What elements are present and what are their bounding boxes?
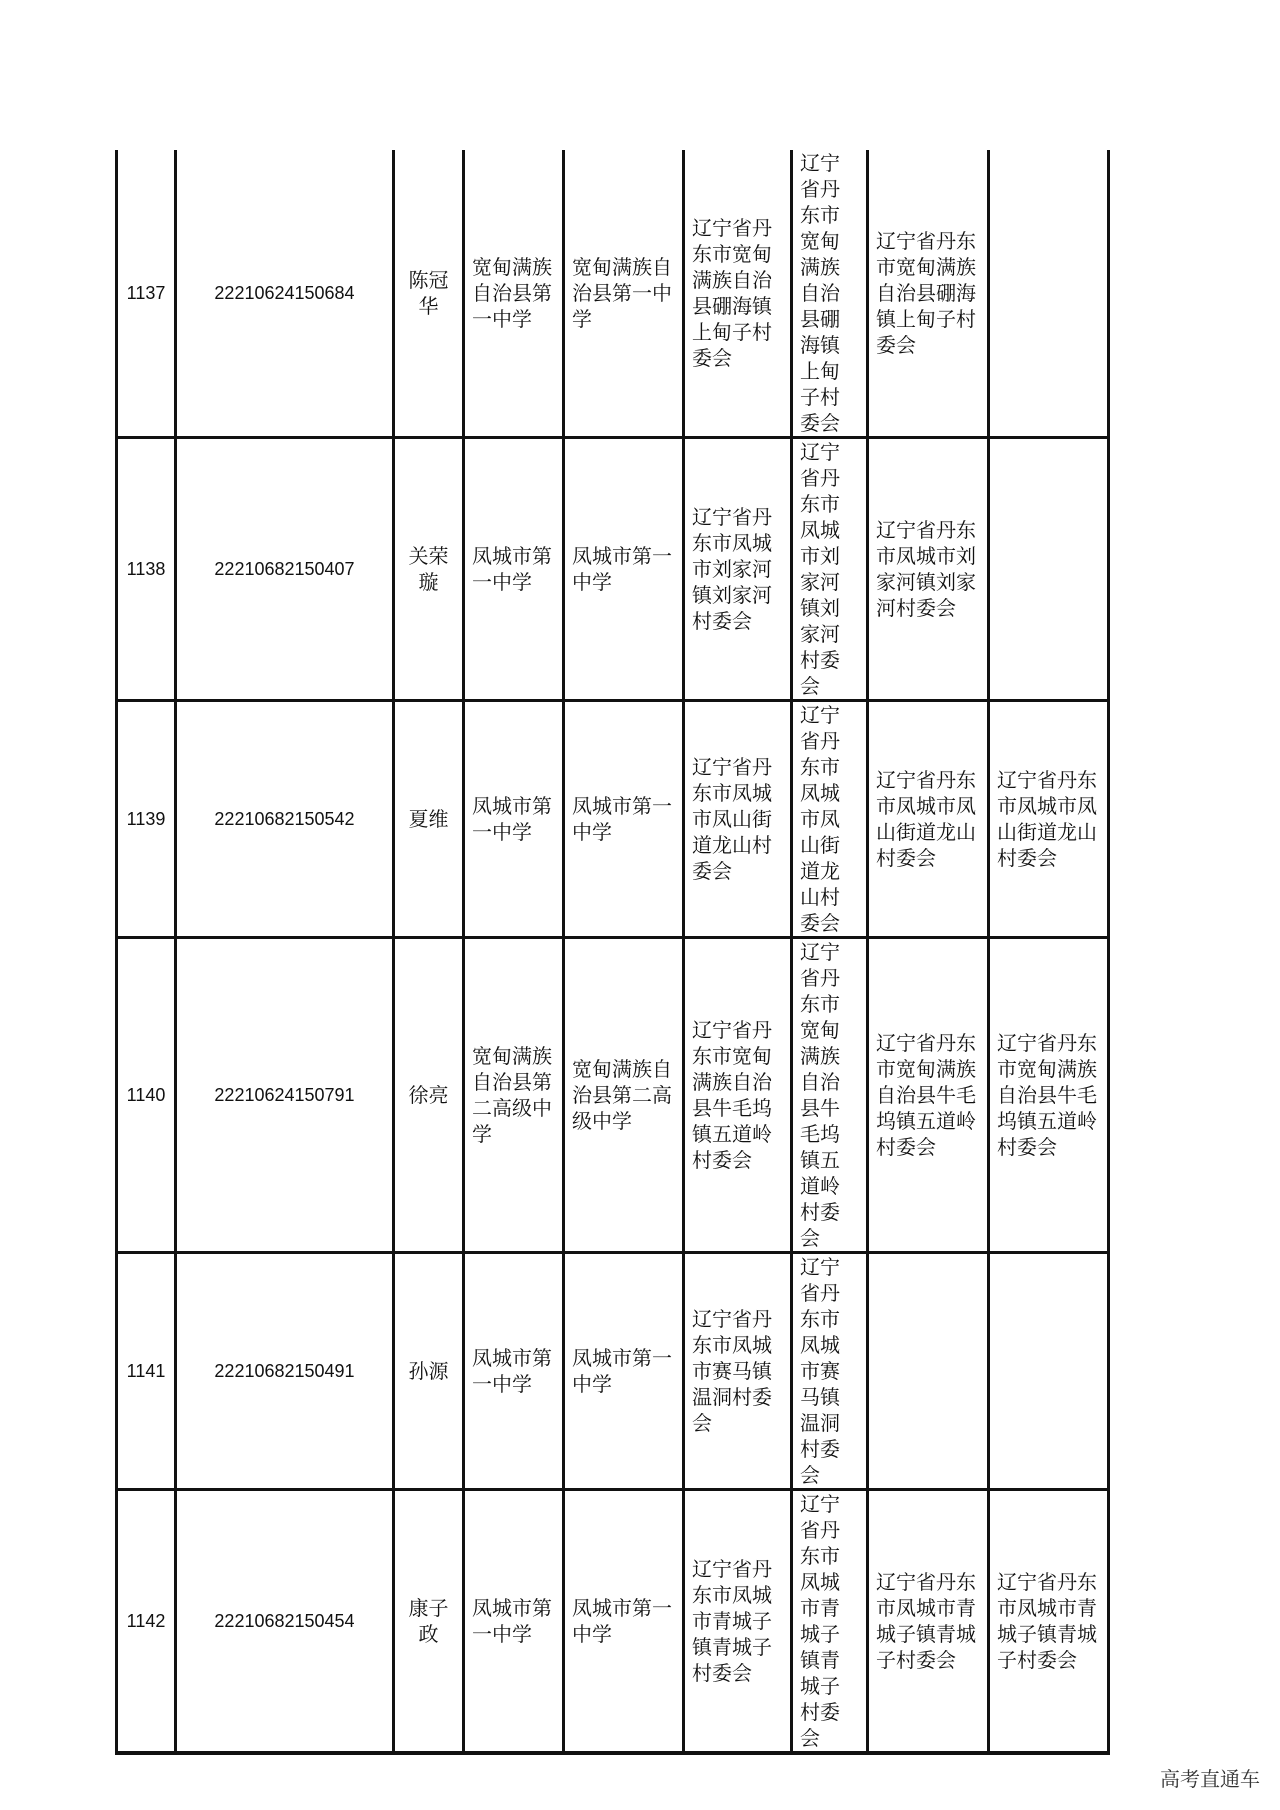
address-2: 辽宁省丹东市凤城市赛马镇温洞村委会 — [792, 1253, 868, 1490]
exam-id: 22210682150491 — [176, 1253, 394, 1490]
table-row — [117, 438, 1109, 701]
school-short-name: 宽甸满族自治县第二高级中学 — [564, 938, 684, 1253]
address-1: 辽宁省丹东市凤城市青城子镇青城子村委会 — [684, 1490, 792, 1754]
row-number: 1139 — [117, 701, 176, 938]
student-name: 陈冠华 — [394, 150, 464, 438]
exam-id: 22210682150454 — [176, 1490, 394, 1754]
address-1: 辽宁省丹东市凤城市赛马镇温洞村委会 — [684, 1253, 792, 1490]
address-4: 辽宁省丹东市凤城市凤山街道龙山村委会 — [989, 701, 1109, 938]
exam-id: 22210624150684 — [176, 150, 394, 438]
school-name: 凤城市第一中学 — [464, 701, 564, 938]
address-2: 辽宁省丹东市宽甸满族自治县牛毛坞镇五道岭村委会 — [792, 938, 868, 1253]
school-name: 凤城市第一中学 — [464, 438, 564, 701]
school-name: 宽甸满族自治县第一中学 — [464, 150, 564, 438]
address-2: 辽宁省丹东市宽甸满族自治县硼海镇上甸子村委会 — [792, 150, 868, 438]
school-short-name: 凤城市第一中学 — [564, 438, 684, 701]
table-row — [117, 701, 1109, 938]
address-4 — [989, 150, 1109, 438]
address-3: 辽宁省丹东市宽甸满族自治县牛毛坞镇五道岭村委会 — [868, 938, 989, 1253]
address-2: 辽宁省丹东市凤城市青城子镇青城子村委会 — [792, 1490, 868, 1754]
table-row — [117, 938, 1109, 1253]
row-number: 1141 — [117, 1253, 176, 1490]
school-short-name: 凤城市第一中学 — [564, 1253, 684, 1490]
address-1: 辽宁省丹东市宽甸满族自治县硼海镇上甸子村委会 — [684, 150, 792, 438]
student-name: 徐亮 — [394, 938, 464, 1253]
row-number: 1138 — [117, 438, 176, 701]
exam-id: 22210682150542 — [176, 701, 394, 938]
admission-table — [115, 150, 1110, 1755]
row-number: 1142 — [117, 1490, 176, 1754]
exam-id: 22210682150407 — [176, 438, 394, 701]
address-3: 辽宁省丹东市宽甸满族自治县硼海镇上甸子村委会 — [868, 150, 989, 438]
address-3: 辽宁省丹东市凤城市刘家河镇刘家河村委会 — [868, 438, 989, 701]
address-4 — [989, 1253, 1109, 1490]
school-name: 凤城市第一中学 — [464, 1253, 564, 1490]
table-row — [117, 1253, 1109, 1490]
address-1: 辽宁省丹东市凤城市凤山街道龙山村委会 — [684, 701, 792, 938]
student-name: 关荣璇 — [394, 438, 464, 701]
address-4 — [989, 438, 1109, 701]
address-2: 辽宁省丹东市凤城市刘家河镇刘家河村委会 — [792, 438, 868, 701]
address-4: 辽宁省丹东市凤城市青城子镇青城子村委会 — [989, 1490, 1109, 1754]
school-short-name: 宽甸满族自治县第一中学 — [564, 150, 684, 438]
address-2: 辽宁省丹东市凤城市凤山街道龙山村委会 — [792, 701, 868, 938]
table-row — [117, 1490, 1109, 1754]
address-3 — [868, 1253, 989, 1490]
address-1: 辽宁省丹东市凤城市刘家河镇刘家河村委会 — [684, 438, 792, 701]
row-number: 1137 — [117, 150, 176, 438]
school-short-name: 凤城市第一中学 — [564, 701, 684, 938]
admission-table-container — [115, 150, 1107, 1755]
watermark-text: 高考直通车 — [1160, 1767, 1260, 1791]
address-1: 辽宁省丹东市宽甸满族自治县牛毛坞镇五道岭村委会 — [684, 938, 792, 1253]
student-name: 康子政 — [394, 1490, 464, 1754]
exam-id: 22210624150791 — [176, 938, 394, 1253]
table-row — [117, 150, 1109, 438]
student-name: 夏维 — [394, 701, 464, 938]
school-short-name: 凤城市第一中学 — [564, 1490, 684, 1754]
school-name: 宽甸满族自治县第二高级中学 — [464, 938, 564, 1253]
address-3: 辽宁省丹东市凤城市青城子镇青城子村委会 — [868, 1490, 989, 1754]
row-number: 1140 — [117, 938, 176, 1253]
school-name: 凤城市第一中学 — [464, 1490, 564, 1754]
address-4: 辽宁省丹东市宽甸满族自治县牛毛坞镇五道岭村委会 — [989, 938, 1109, 1253]
student-name: 孙源 — [394, 1253, 464, 1490]
address-3: 辽宁省丹东市凤城市凤山街道龙山村委会 — [868, 701, 989, 938]
